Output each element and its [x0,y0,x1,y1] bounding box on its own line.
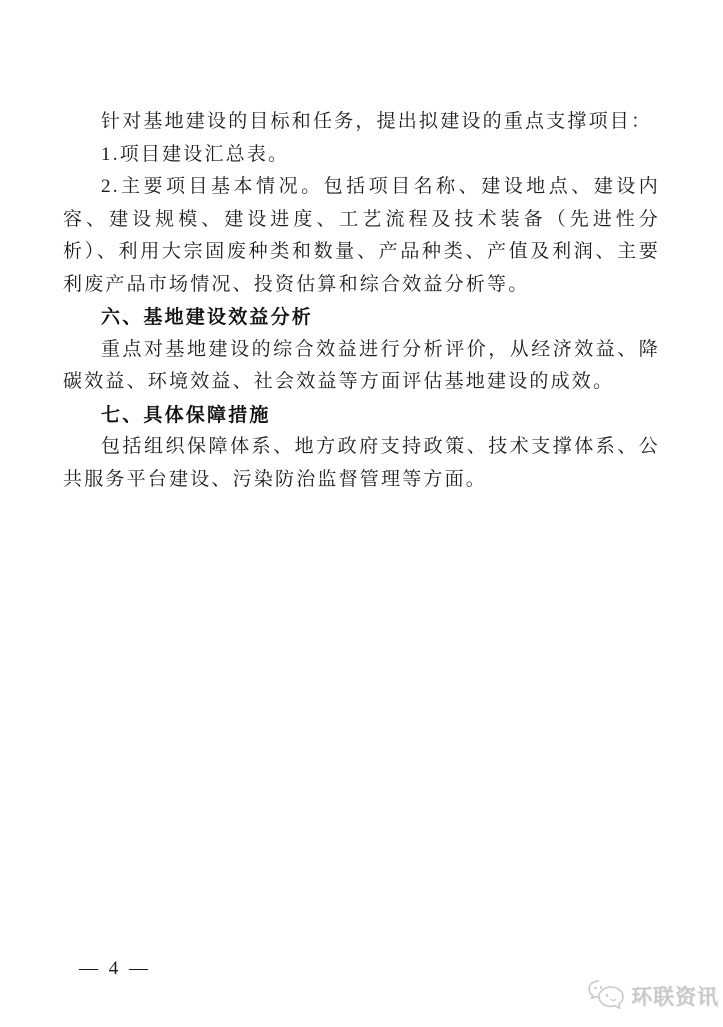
paragraph-section-seven: 包括组织保障体系、地方政府支持政策、技术支撑体系、公共服务平台建设、污染防治监督管理等方面。 [63,436,660,490]
document-body [63,106,660,496]
paragraph-intro: 针对基地建设的目标和任务，提出拟建设的重点支撑项目： [101,111,653,132]
publisher-logo-text: 环联资讯 [631,985,719,1009]
paragraph-section-six: 重点对基地建设的综合效益进行分析评价，从经济效益、降碳效益、环境效益、社会效益等方面评估基地建设的成效。 [63,338,660,392]
paragraph-list-item-1: 1.项目建设汇总表。 [101,143,290,165]
section-heading-six: 六、基地建设效益分析 [101,306,314,328]
paragraph-list-item-2: 2.主要项目基本情况。包括项目名称、建设地点、建设内容、建设规模、建设进度、工艺流程及技术装备（先进性分析）、利用大宗固废种类和数量、产品种类、产值及利润、主要利废产品市场情况、投资估算和综合效益分析等。 [63,176,660,295]
page-number: — 4 — [79,958,151,979]
publisher-logo [585,977,719,1015]
chat-bubbles-icon [585,978,625,1014]
section-heading-seven: 七、具体保障措施 [101,403,271,426]
